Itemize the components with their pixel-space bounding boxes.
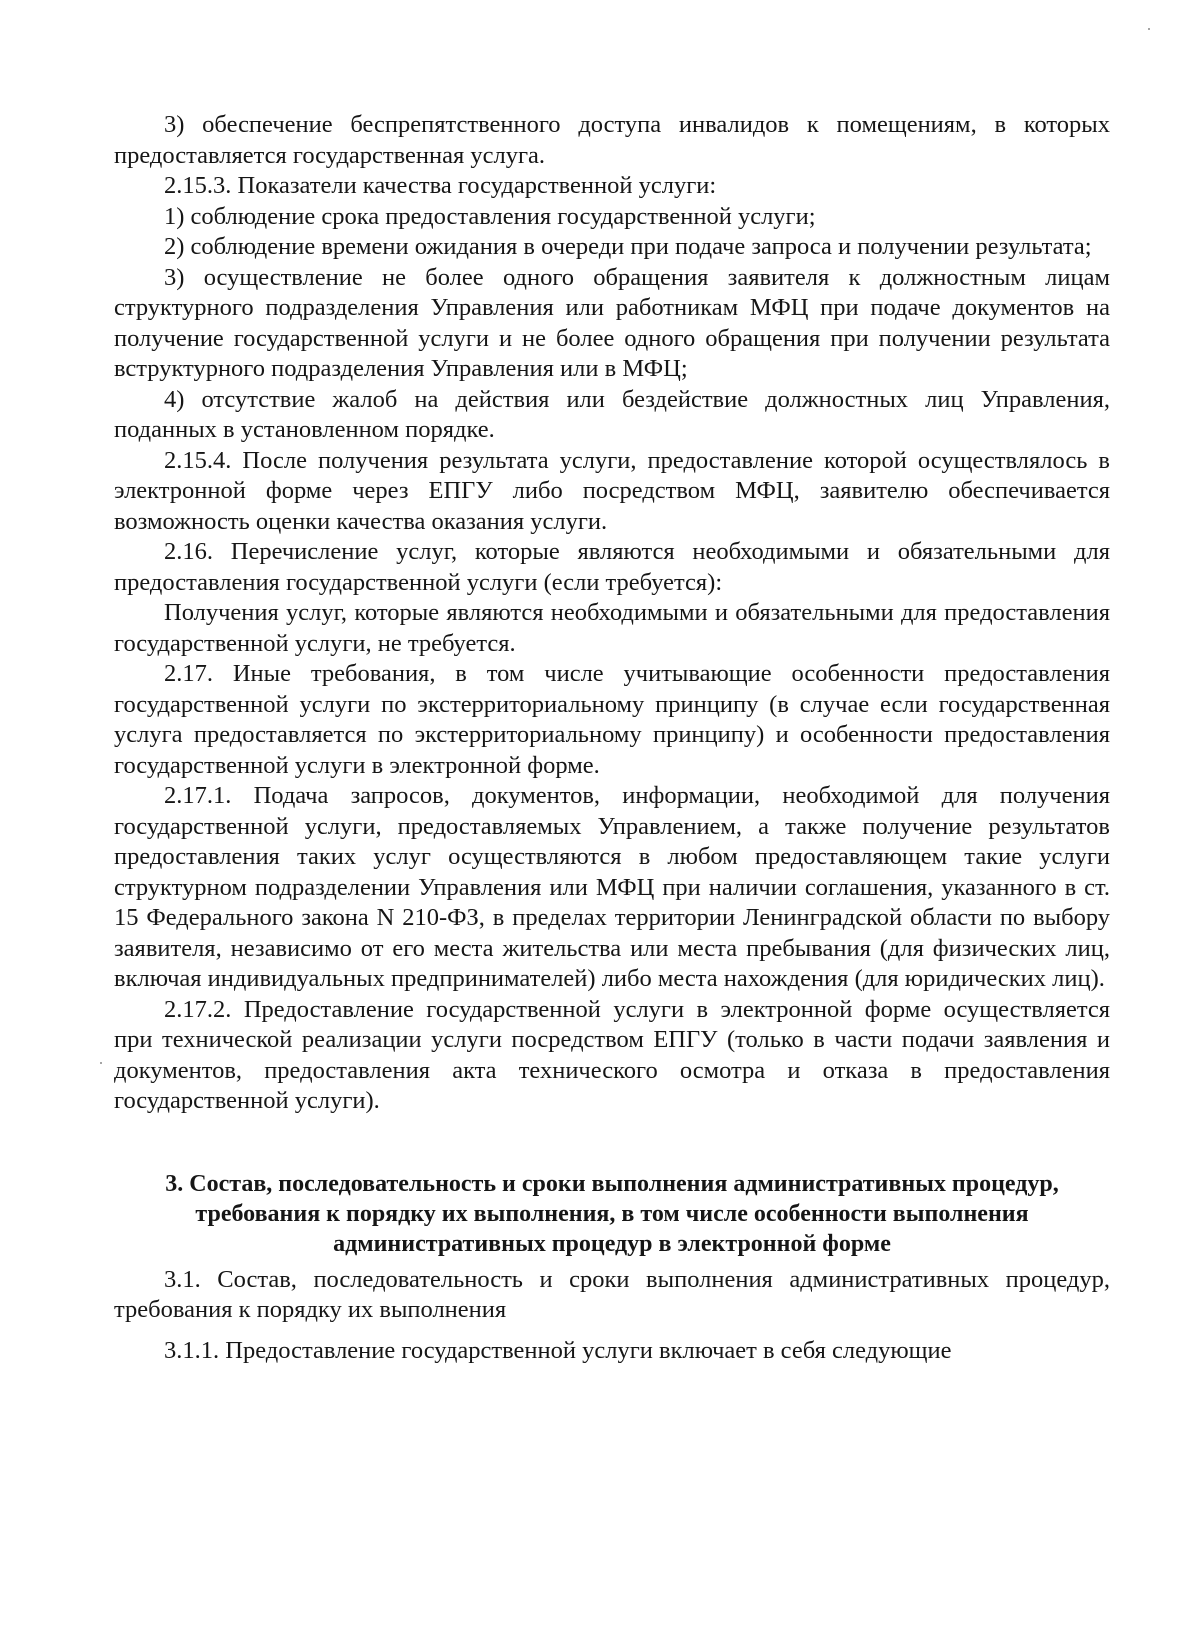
paragraph-3-1-1: 3.1.1. Предоставление государственной услуги включает в себя следующие	[164, 1336, 952, 1364]
section-3-heading: 3. Состав, последовательность и сроки выполнения административных процедур, требования к порядку их выполнения, в том числе особенности выполнения административных процедур в электронной форме	[165, 1170, 1059, 1257]
paragraph-indicator-2: 2) соблюдение времени ожидания в очереди при подаче запроса и получении результата;	[164, 233, 1092, 260]
paragraph-accessibility: 3) обеспечение беспрепятственного доступа инвалидов к помещениям, в которых предоставляется государственная услуга.	[114, 111, 1110, 169]
paragraph-indicator-1: 1) соблюдение срока предоставления государственной услуги;	[164, 202, 816, 230]
scan-speck	[1148, 28, 1150, 30]
paragraph-2-15-3: 2.15.3. Показатели качества государственной услуги:	[164, 172, 717, 199]
paragraph-3-1: 3.1. Состав, последовательность и сроки выполнения административных процедур, требования к порядку их выполнения	[114, 1265, 1110, 1323]
document-body	[114, 110, 1110, 1366]
paragraph-2-17: 2.17. Иные требования, в том числе учитывающие особенности предоставления государственной услуги по экстерриториальному принципу (в случае если государственная услуга предоставляется по экстерриториальному принципу) и особенности предоставления государственной услуги в электронной форме.	[114, 660, 1110, 779]
paragraph-2-17-1: 2.17.1. Подача запросов, документов, информации, необходимой для получения государственной услуги, предоставляемых Управлением, а также получение результатов предоставления таких услуг осуществляются в любом предоставляющем такие услуги структурном подразделении Управления или МФЦ при наличии соглашения, указанного в ст. 15 Федерального закона N 210-ФЗ, в пределах территории Ленинградской области по выбору заявителя, независимо от его места жительства или места пребывания (для физических лиц, включая индивидуальных предпринимателей) либо места нахождения (для юридических лиц).	[114, 782, 1110, 992]
paragraph-indicator-3: 3) осуществление не более одного обращения заявителя к должностным лицам структурного подразделения Управления или работникам МФЦ при подаче документов на получение государственной услуги и не более одного обращения при получении результата вструктурного подразделения Управления или в МФЦ;	[114, 263, 1110, 382]
paragraph-services-not-required: Получения услуг, которые являются необходимыми и обязательными для предоставления государственной услуги, не требуется.	[114, 599, 1110, 657]
paragraph-2-17-2: 2.17.2. Предоставление государственной услуги в электронной форме осуществляется при технической реализации услуги посредством ЕПГУ (только в части подачи заявления и документов, предоставления акта технического осмотра и отказа в предоставления государственной услуги).	[114, 995, 1110, 1114]
scan-speck	[100, 1062, 102, 1064]
paragraph-2-16: 2.16. Перечисление услуг, которые являются необходимыми и обязательными для предоставления государственной услуги (если требуется):	[114, 538, 1110, 596]
paragraph-2-15-4: 2.15.4. После получения результата услуги, предоставление которой осуществлялось в электронной форме через ЕПГУ либо посредством МФЦ, заявителю обеспечивается возможность оценки качества оказания услуги.	[114, 446, 1110, 535]
paragraph-indicator-4: 4) отсутствие жалоб на действия или бездействие должностных лиц Управления, поданных в установленном порядке.	[114, 385, 1110, 443]
